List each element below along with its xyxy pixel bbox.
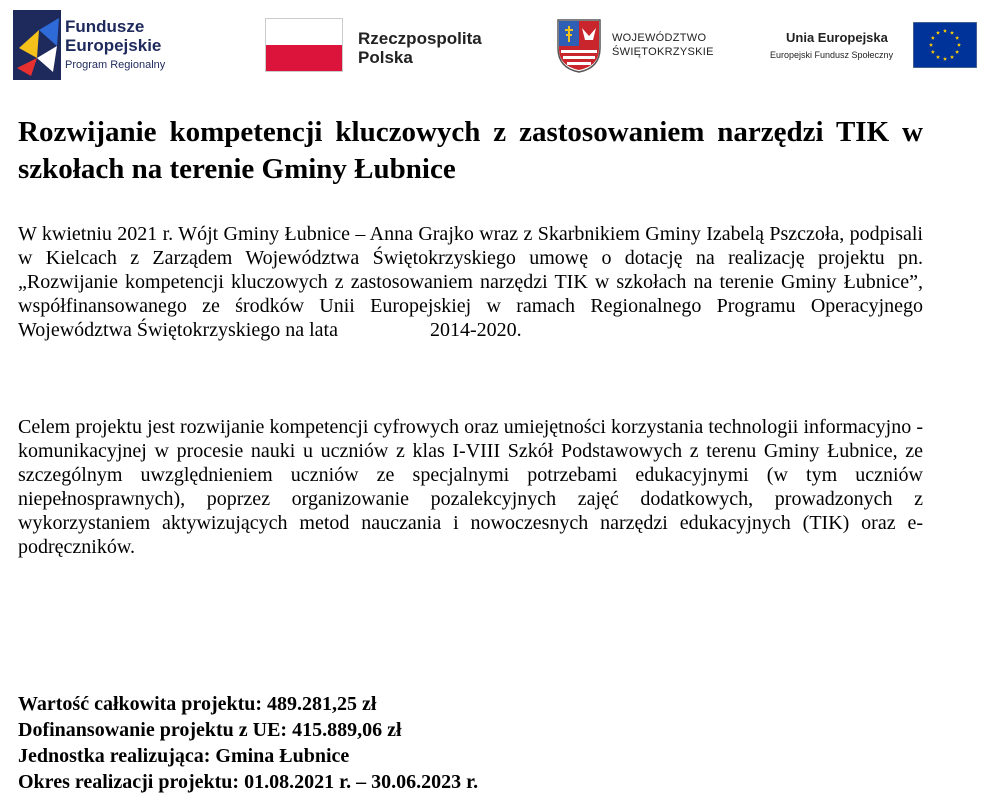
polish-flag-icon (265, 18, 343, 72)
paragraph-1-years: 2014-2020. (429, 319, 522, 341)
paragraph-2: Celem projektu jest rozwijanie kompetencji cyfrowych oraz umiejętności korzystania technologii informacyjno - komunikacyjnej w procesie nauki u uczniów z klas I-VIII Szkół Podstawowych z terenu Gminy Łubnice, ze szczególnym uwzględnieniem uczniów ze specjalnymi potrzebami edukacyjnymi (w tym uczniów niepełnosprawnych), poprzez organizowanie pozalekcyjnych zajęć dodatkowych, prowadzonych z wykorzystaniem aktywizujących metod nauczania i nowoczesnych narzędzi edukacyjnych (TIK) oraz e-podręczników. (18, 416, 923, 558)
project-value: Wartość całkowita projektu: 489.281,25 zł (18, 693, 377, 715)
fe-line1: Fundusze (65, 17, 145, 36)
fe-logo-icon (13, 10, 61, 80)
ws-line1: WOJEWÓDZTWO (612, 32, 707, 44)
project-unit: Jednostka realizująca: Gmina Łubnice (18, 745, 350, 767)
rp-line2: Polska (358, 48, 413, 67)
fe-line2: Europejskie (65, 36, 162, 55)
page-title: Rozwijanie kompetencji kluczowych z zastosowaniem narzędzi TIK w szkołach na terenie Gminy Łubnice (18, 116, 923, 185)
wojewodztwo-swietokrzyskie-logo (556, 18, 736, 78)
unia-europejska-logo (770, 22, 985, 72)
eu-flag-icon (913, 22, 977, 68)
paragraph-1-text: W kwietniu 2021 r. Wójt Gminy Łubnice – Anna Grajko wraz z Skarbnikiem Gminy Izabelą Pszczoła, podpisali w Kielcach z Zarządem Województwa Świętokrzyskiego umowę o dotację na realizację projektu pn. „Rozwijanie kompetencji kluczowych z zastosowaniem narzędzi TIK w szkołach na terenie Gminy Łubnice”, współfinansowanego ze środków Unii Europejskiej w ramach Regionalnego Programu Operacyjnego Województwa Świętokrzyskiego na lata (18, 223, 923, 341)
project-period: Okres realizacji projektu: 01.08.2021 r. – 30.06.2023 r. (18, 771, 479, 793)
fe-line3: Program Regionalny (65, 59, 166, 71)
rp-line1: Rzeczpospolita (358, 29, 482, 48)
project-funding: Dofinansowanie projektu z UE: 415.889,06 zł (18, 719, 402, 741)
project-info (18, 691, 478, 795)
rzeczpospolita-polska-logo (265, 18, 505, 78)
ue-line2: Europejski Fundusz Społeczny (770, 50, 894, 60)
ue-line1: Unia Europejska (786, 30, 888, 45)
logo-bar (0, 0, 993, 90)
paragraph-1 (18, 222, 923, 342)
ws-line2: ŚWIĘTOKRZYSKIE (612, 46, 714, 58)
coat-of-arms-icon (556, 18, 602, 74)
fundusze-europejskie-logo (13, 10, 203, 80)
